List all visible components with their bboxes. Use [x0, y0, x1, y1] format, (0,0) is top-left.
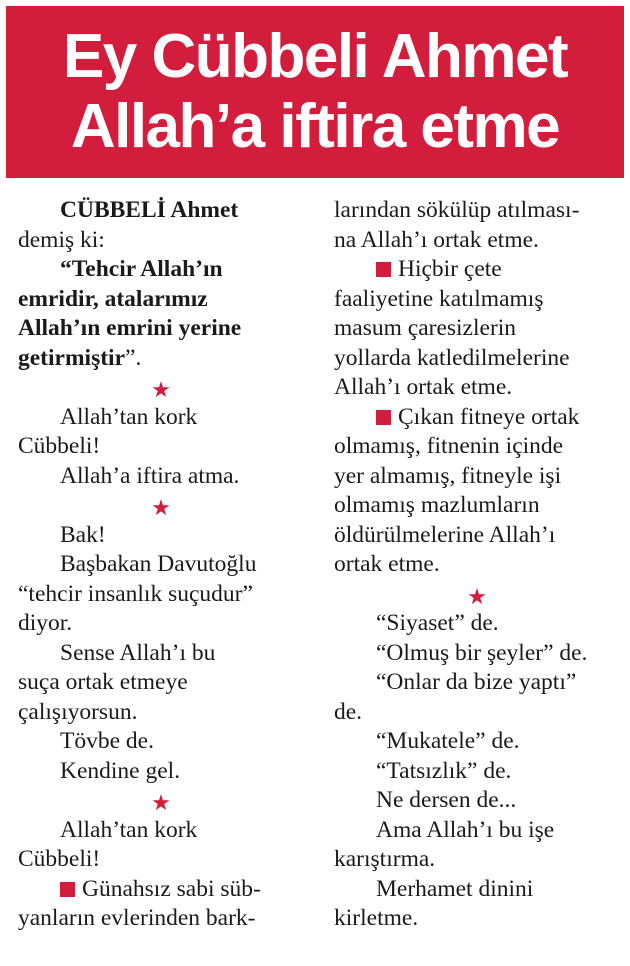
- text-line: [334, 432, 620, 462]
- text-line: [334, 875, 620, 905]
- text-line: [334, 757, 620, 787]
- headline-banner: [6, 6, 624, 178]
- text-line: [334, 255, 620, 285]
- section-star-icon: ★: [151, 377, 171, 402]
- line-text: Merhamet dinini: [376, 875, 534, 902]
- line-text: Tövbe de.: [60, 728, 154, 754]
- red-square-bullet-icon: [60, 882, 75, 897]
- line-text: Hiçbir çete: [398, 256, 502, 282]
- text-line: [18, 255, 304, 285]
- line-text: Allah’a iftira atma.: [60, 462, 240, 489]
- text-line: [18, 462, 304, 492]
- line-text: “Onlar da bize yaptı”: [376, 669, 577, 695]
- text-line: [334, 639, 620, 669]
- line-text: ortak etme.: [334, 551, 440, 577]
- line-text: “Tatsızlık” de.: [376, 757, 512, 784]
- line-text: Allah’tan kork: [60, 403, 198, 430]
- text-line: [18, 727, 304, 757]
- line-text: masum çaresizlerin: [334, 315, 517, 341]
- text-line: [334, 196, 620, 226]
- line-text: emridir, atalarımız: [18, 285, 208, 312]
- text-line: [334, 462, 620, 492]
- line-text: Ama Allah’ı bu işe: [376, 816, 555, 843]
- text-line: [18, 904, 304, 934]
- section-star-icon: ★: [151, 495, 171, 520]
- text-line: [18, 757, 304, 787]
- text-line: [334, 403, 620, 433]
- line-text: “Siyaset” de.: [376, 610, 499, 636]
- text-line: [18, 432, 304, 462]
- left-column: [18, 196, 304, 934]
- line-text: “Tehcir Allah’ın: [60, 256, 223, 282]
- text-line: [334, 285, 620, 315]
- line-text: demiş ki:: [18, 226, 105, 253]
- text-line: [18, 845, 304, 875]
- line-tail: ”.: [125, 344, 142, 371]
- text-line: [334, 226, 620, 256]
- line-text: yer almamış, fitneyle işi: [334, 462, 562, 489]
- line-text: çalışıyorsun.: [18, 698, 138, 725]
- text-line: [334, 521, 620, 551]
- text-line: [334, 845, 620, 875]
- section-star-icon: ★: [151, 790, 171, 815]
- right-column: [334, 196, 620, 934]
- text-line: [18, 226, 304, 256]
- text-line: [334, 314, 620, 344]
- headline-line-1: Ey Cübbeli Ahmet: [62, 22, 568, 91]
- line-text: “Mukatele” de.: [376, 728, 520, 754]
- text-line: [18, 639, 304, 669]
- text-line: [18, 609, 304, 639]
- line-text: Günahsız sabi süb-: [82, 875, 261, 902]
- text-line: [334, 698, 620, 728]
- text-line: [18, 521, 304, 551]
- text-line: [18, 344, 304, 374]
- text-line: [18, 285, 304, 315]
- text-line: [334, 786, 620, 816]
- text-line: [18, 403, 304, 433]
- line-text: “Olmuş bir şeyler” de.: [376, 639, 588, 666]
- text-line: [18, 196, 304, 226]
- text-line: [18, 550, 304, 580]
- line-text: Cübbeli!: [18, 846, 101, 872]
- text-line: [18, 314, 304, 344]
- text-line: [334, 550, 620, 580]
- line-text: öldürülmelerine Allah’ı: [334, 521, 556, 548]
- text-line: [18, 668, 304, 698]
- line-text: Allah’ı ortak etme.: [334, 374, 513, 400]
- text-line: [334, 727, 620, 757]
- text-line: [334, 668, 620, 698]
- line-text: Allah’tan kork: [60, 816, 198, 843]
- line-text: olmamış, fitnenin içinde: [334, 433, 564, 459]
- line-text: karıştırma.: [334, 846, 436, 872]
- text-line: [18, 698, 304, 728]
- line-text: olmamış mazlumların: [334, 492, 540, 518]
- line-text: Ne dersen de...: [376, 787, 517, 813]
- line-text: CÜBBELİ Ahmet: [60, 197, 239, 223]
- article-body: [18, 196, 618, 962]
- line-text: Allah’ın emrini yerine: [18, 315, 242, 341]
- line-text: larından sökülüp atılması-: [334, 197, 580, 223]
- line-text: de.: [334, 698, 363, 725]
- text-line: [334, 816, 620, 846]
- line-text: Kendine gel.: [60, 757, 181, 784]
- line-text: Başbakan Davutoğlu: [60, 551, 257, 577]
- line-text: getirmiştir: [18, 344, 126, 371]
- text-line: [334, 904, 620, 934]
- line-text: kirletme.: [334, 905, 419, 931]
- line-text: diyor.: [18, 610, 73, 636]
- headline-line-2: Allah’a iftira etme: [70, 92, 560, 161]
- text-line: [18, 580, 304, 610]
- line-text: faaliyetine katılmamış: [334, 285, 544, 312]
- text-line: [18, 875, 304, 905]
- red-square-bullet-icon: [376, 410, 391, 425]
- text-line: [334, 491, 620, 521]
- line-text: Cübbeli!: [18, 433, 101, 459]
- text-line: [334, 373, 620, 403]
- text-line: [18, 816, 304, 846]
- line-text: Sense Allah’ı bu: [60, 639, 216, 666]
- line-text: yanların evlerinden bark-: [18, 905, 256, 931]
- text-line: [334, 609, 620, 639]
- line-text: Bak!: [60, 521, 106, 548]
- line-text: suça ortak etmeye: [18, 669, 188, 695]
- line-text: yollarda katledilmelerine: [334, 344, 570, 371]
- section-star-icon: ★: [467, 583, 487, 609]
- line-text: “tehcir insanlık suçudur”: [18, 580, 253, 607]
- line-text: na Allah’ı ortak etme.: [334, 226, 539, 253]
- red-square-bullet-icon: [376, 262, 391, 277]
- line-text: Çıkan fitneye ortak: [398, 403, 580, 430]
- text-line: [334, 344, 620, 374]
